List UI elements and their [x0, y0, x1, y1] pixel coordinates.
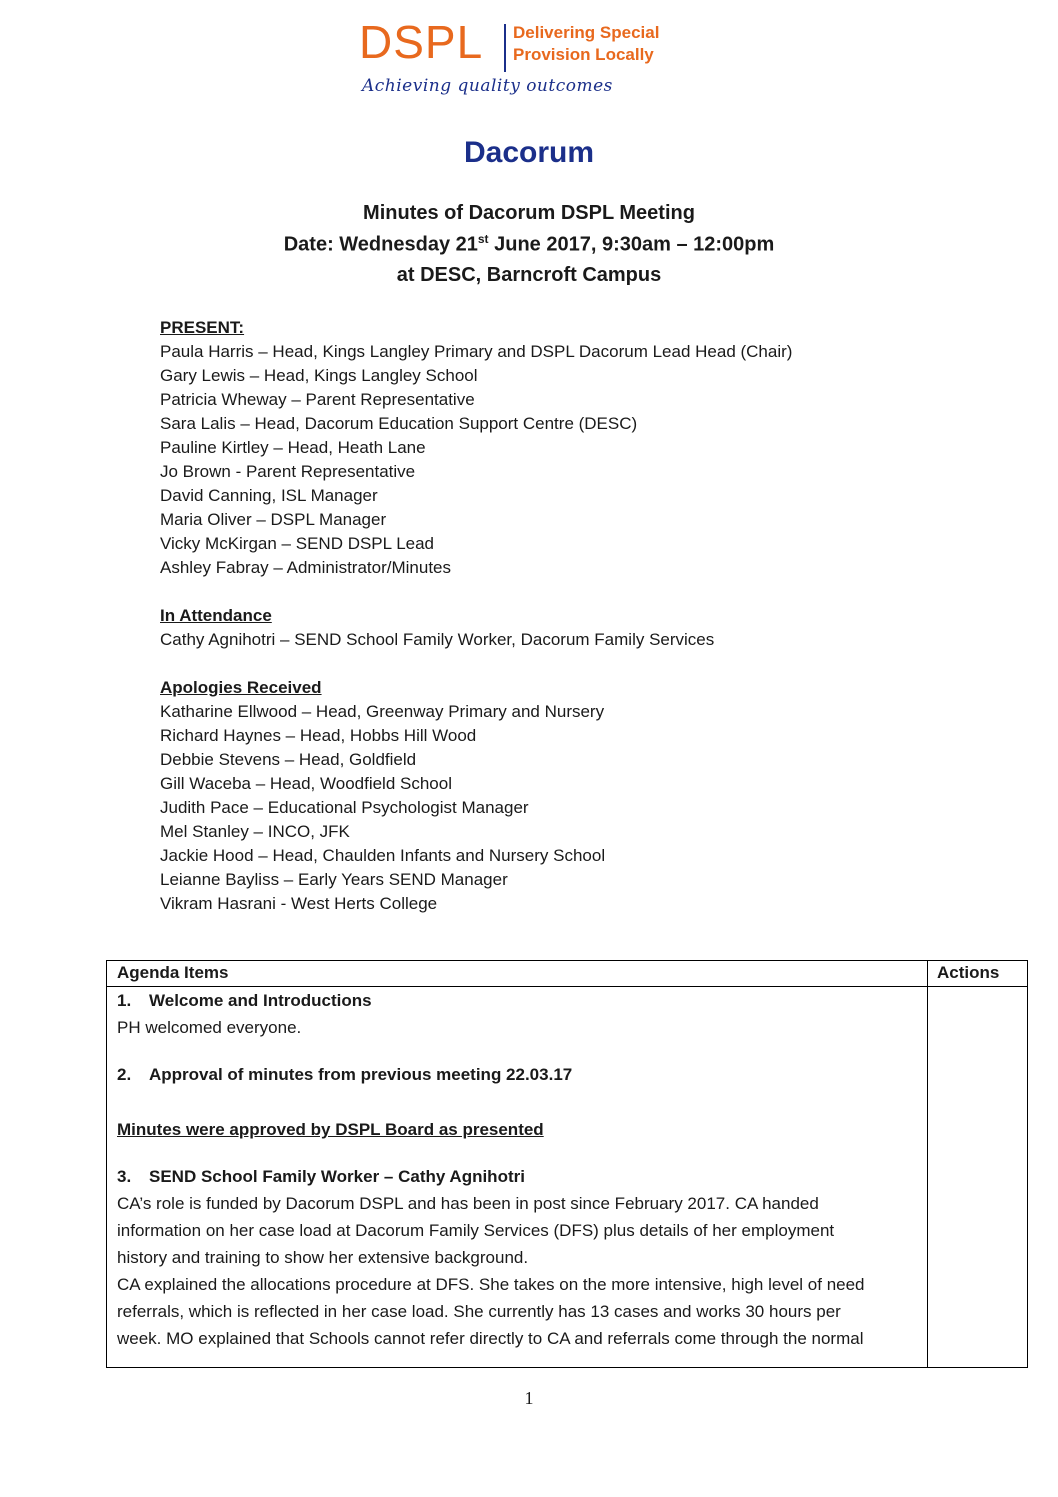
agenda-item-heading — [117, 1163, 917, 1190]
agenda-items-header: Agenda Items — [117, 963, 229, 982]
agenda-table — [106, 960, 1028, 1368]
column-divider — [927, 961, 928, 1367]
agenda-item-heading — [117, 987, 917, 1014]
present-title: PRESENT: — [160, 318, 245, 337]
meeting-title: Minutes of Dacorum DSPL Meeting — [363, 202, 695, 224]
item-number: 3. — [117, 1167, 132, 1186]
list-item: Vikram Hasrani - West Herts College — [160, 894, 438, 913]
meeting-date-suffix-ordinal: st — [477, 232, 489, 246]
list-item: Jackie Hood – Head, Chaulden Infants and Nursery School — [160, 846, 606, 865]
list-item: Richard Haynes – Head, Hobbs Hill Wood — [160, 726, 477, 745]
present-list — [160, 340, 940, 580]
meeting-venue: at DESC, Barncroft Campus — [396, 264, 662, 286]
agenda-item-line: week. MO explained that Schools cannot refer directly to CA and referrals come through the normal — [117, 1329, 864, 1348]
list-item: Leianne Bayliss – Early Years SEND Manager — [160, 870, 508, 889]
list-item: Sara Lalis – Head, Dacorum Education Support Centre (DESC) — [160, 414, 638, 433]
item-title: Approval of minutes from previous meeting 22.03.17 — [149, 1065, 573, 1084]
in-attendance-title: In Attendance — [160, 606, 272, 625]
actions-header: Actions — [937, 963, 1000, 982]
agenda-item-heading — [117, 1061, 917, 1088]
agenda-item-line: CA explained the allocations procedure at DFS. She takes on the more intensive, high level of need — [117, 1275, 865, 1294]
logo-divider — [504, 24, 506, 72]
logo-subtitle — [513, 22, 659, 66]
agenda-item-line: CA’s role is funded by Dacorum DSPL and has been in post since February 2017. CA handed — [117, 1194, 819, 1213]
agenda-item-text: Minutes were approved by DSPL Board as presented — [117, 1120, 544, 1139]
meeting-date-time: June 2017, 9:30am – 12:00pm — [488, 233, 775, 256]
logo-subtitle-line1: Delivering Special — [513, 23, 660, 42]
item-title: Welcome and Introductions — [149, 991, 372, 1010]
list-item: Cathy Agnihotri – SEND School Family Worker, Dacorum Family Services — [160, 630, 715, 649]
dspl-logo — [359, 14, 689, 104]
item-number: 2. — [117, 1065, 132, 1084]
page-number: 1 — [524, 1388, 534, 1408]
list-item: Gary Lewis – Head, Kings Langley School — [160, 366, 478, 385]
list-item: Maria Oliver – DSPL Manager — [160, 510, 387, 529]
list-item: Gill Waceba – Head, Woodfield School — [160, 774, 452, 793]
agenda-item-line: referrals, which is reflected in her case load. She currently has 13 cases and works 30 hours per — [117, 1302, 841, 1321]
agenda-body — [117, 987, 917, 1352]
in-attendance-list — [160, 628, 940, 652]
attendance-section — [160, 316, 940, 916]
agenda-item-line: information on her case load at Dacorum Family Services (DFS) plus details of her employment — [117, 1221, 835, 1240]
logo-subtitle-line2: Provision Locally — [513, 45, 654, 64]
list-item: Mel Stanley – INCO, JFK — [160, 822, 350, 841]
list-item: Pauline Kirtley – Head, Heath Lane — [160, 438, 426, 457]
logo-tagline: Achieving quality outcomes — [362, 76, 613, 96]
list-item: Patricia Wheway – Parent Representative — [160, 390, 475, 409]
region-title: Dacorum — [463, 136, 595, 169]
agenda-item-text: PH welcomed everyone. — [117, 1018, 302, 1037]
logo-mark: DSPL — [359, 16, 484, 68]
agenda-item-line: history and training to show her extensive background. — [117, 1248, 529, 1267]
meeting-date — [0, 232, 1058, 257]
item-number: 1. — [117, 991, 132, 1010]
list-item: Vicky McKirgan – SEND DSPL Lead — [160, 534, 435, 553]
list-item: Jo Brown - Parent Representative — [160, 462, 416, 481]
list-item: Judith Pace – Educational Psychologist Manager — [160, 798, 529, 817]
list-item: Ashley Fabray – Administrator/Minutes — [160, 558, 452, 577]
item-title: SEND School Family Worker – Cathy Agnihotri — [149, 1167, 525, 1186]
meeting-date-prefix: Date: Wednesday 21 — [283, 233, 478, 256]
apologies-title: Apologies Received — [160, 678, 322, 697]
apologies-list — [160, 700, 940, 916]
list-item: Katharine Ellwood – Head, Greenway Primary and Nursery — [160, 702, 605, 721]
list-item: Debbie Stevens – Head, Goldfield — [160, 750, 417, 769]
list-item: Paula Harris – Head, Kings Langley Primary and DSPL Dacorum Lead Head (Chair) — [160, 342, 793, 361]
list-item: David Canning, ISL Manager — [160, 486, 378, 505]
